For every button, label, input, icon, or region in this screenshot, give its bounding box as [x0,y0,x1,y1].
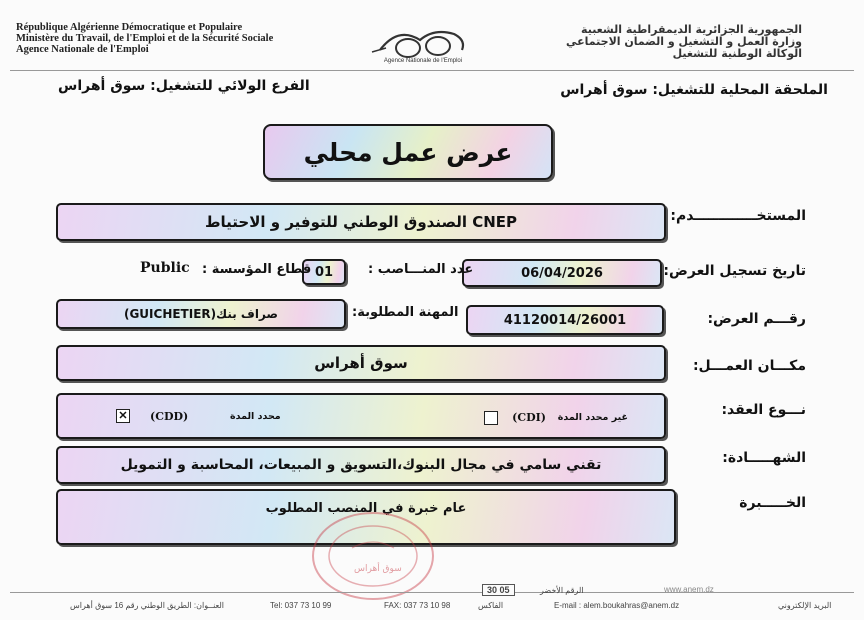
sector-value: Public [140,260,190,276]
local-agency: الملحقة المحلية للتشغيل: سوق أهراس [560,82,828,98]
official-stamp [312,512,434,600]
workplace-value: سوق أهراس [314,354,408,372]
date-value: 06/04/2026 [521,265,603,281]
header-divider [10,70,854,71]
job-value: (GUICHETIER)صراف بنك [123,307,279,321]
sector-label: قطاع المؤسسة : [202,262,312,277]
workplace-field [56,345,666,381]
job-field [56,299,346,329]
footer-divider [10,592,854,593]
fax-ar: الفاكس [478,601,504,610]
stamp-text: سوق أهراس [354,564,402,574]
positions-label: عدد المنـــاصب : [368,262,474,277]
header-french [16,22,273,55]
page-title: عرض عمل محلي [263,124,553,180]
offer-number-label: رقـــم العرض: [707,311,806,327]
wilaya-branch: الفرع الولائي للتشغيل: سوق أهراس [58,78,310,94]
date-field [462,259,662,287]
header-ar-line1: الجمهورية الجزائرية الديمقراطية الشعبية [581,23,802,36]
stamp-seal-icon [314,514,432,598]
email-ar: البريد الإلكتروني [778,601,832,610]
website[interactable]: www.anem.dz [664,585,714,594]
cdd-checkbox[interactable]: ✕ [116,409,130,423]
employer-value: الصندوق الوطني للتوفير و الاحتياط CNEP [204,213,518,231]
job-label: المهنة المطلوبة: [352,305,459,320]
tel: Tel: 037 73 10 99 [270,601,332,610]
header-fr-line1: République Algérienne Démocratique et Populaire [16,22,243,33]
header-ar-line2: وزارة العمل و التشغيل و الضمان الاجتماعي [566,35,802,48]
fax: FAX: 037 73 10 98 [384,601,451,610]
workplace-label: مكـــان العمـــل: [692,358,806,374]
email[interactable]: E-mail : alem.boukahras@anem.dz [554,601,680,610]
diploma-value: تقني سامي في مجال البنوك،التسويق و المبيعات، المحاسبة و التمويل [120,457,602,473]
cdi-checkbox[interactable] [484,411,498,425]
experience-value: عام خبرة في المنصب المطلوب [265,501,467,516]
address: العنــوان: الطريق الوطني رقم 16 سوق أهراس [70,601,225,610]
green-number-label: الرقم الأخضر [540,586,584,595]
header-ar-line3: الوكالة الوطنية للتشغيل [672,47,802,60]
logo-caption: Agence Nationale de l'Emploi [383,58,463,64]
offer-number-value: 41120014/26001 [503,312,627,328]
employer-label: المستخـــــــــــــدم: [670,208,806,224]
contract-label: نـــوع العقد: [721,402,806,418]
experience-label: الخـــــبرة [739,495,806,511]
cdd-text: محدد المدة [230,411,281,422]
positions-value: 01 [314,264,334,280]
cdi-text: غير محدد المدة [557,412,628,423]
cdd-code: (CDD) [150,410,189,423]
employer-field [56,203,666,241]
offer-number-field [466,305,664,335]
header-fr-line2: Ministère du Travail, de l'Emploi et de la Sécurité Sociale [16,33,274,44]
header-fr-line3: Agence Nationale de l'Emploi [16,44,149,55]
diploma-field [56,446,666,484]
date-label: تاريخ تسجيل العرض: [663,263,806,279]
cdi-code: (CDI) [512,411,546,424]
green-number: 30 05 [482,584,515,596]
contract-field [56,393,666,439]
diploma-label: الشهـــــادة: [722,450,806,466]
header-arabic [566,24,802,60]
